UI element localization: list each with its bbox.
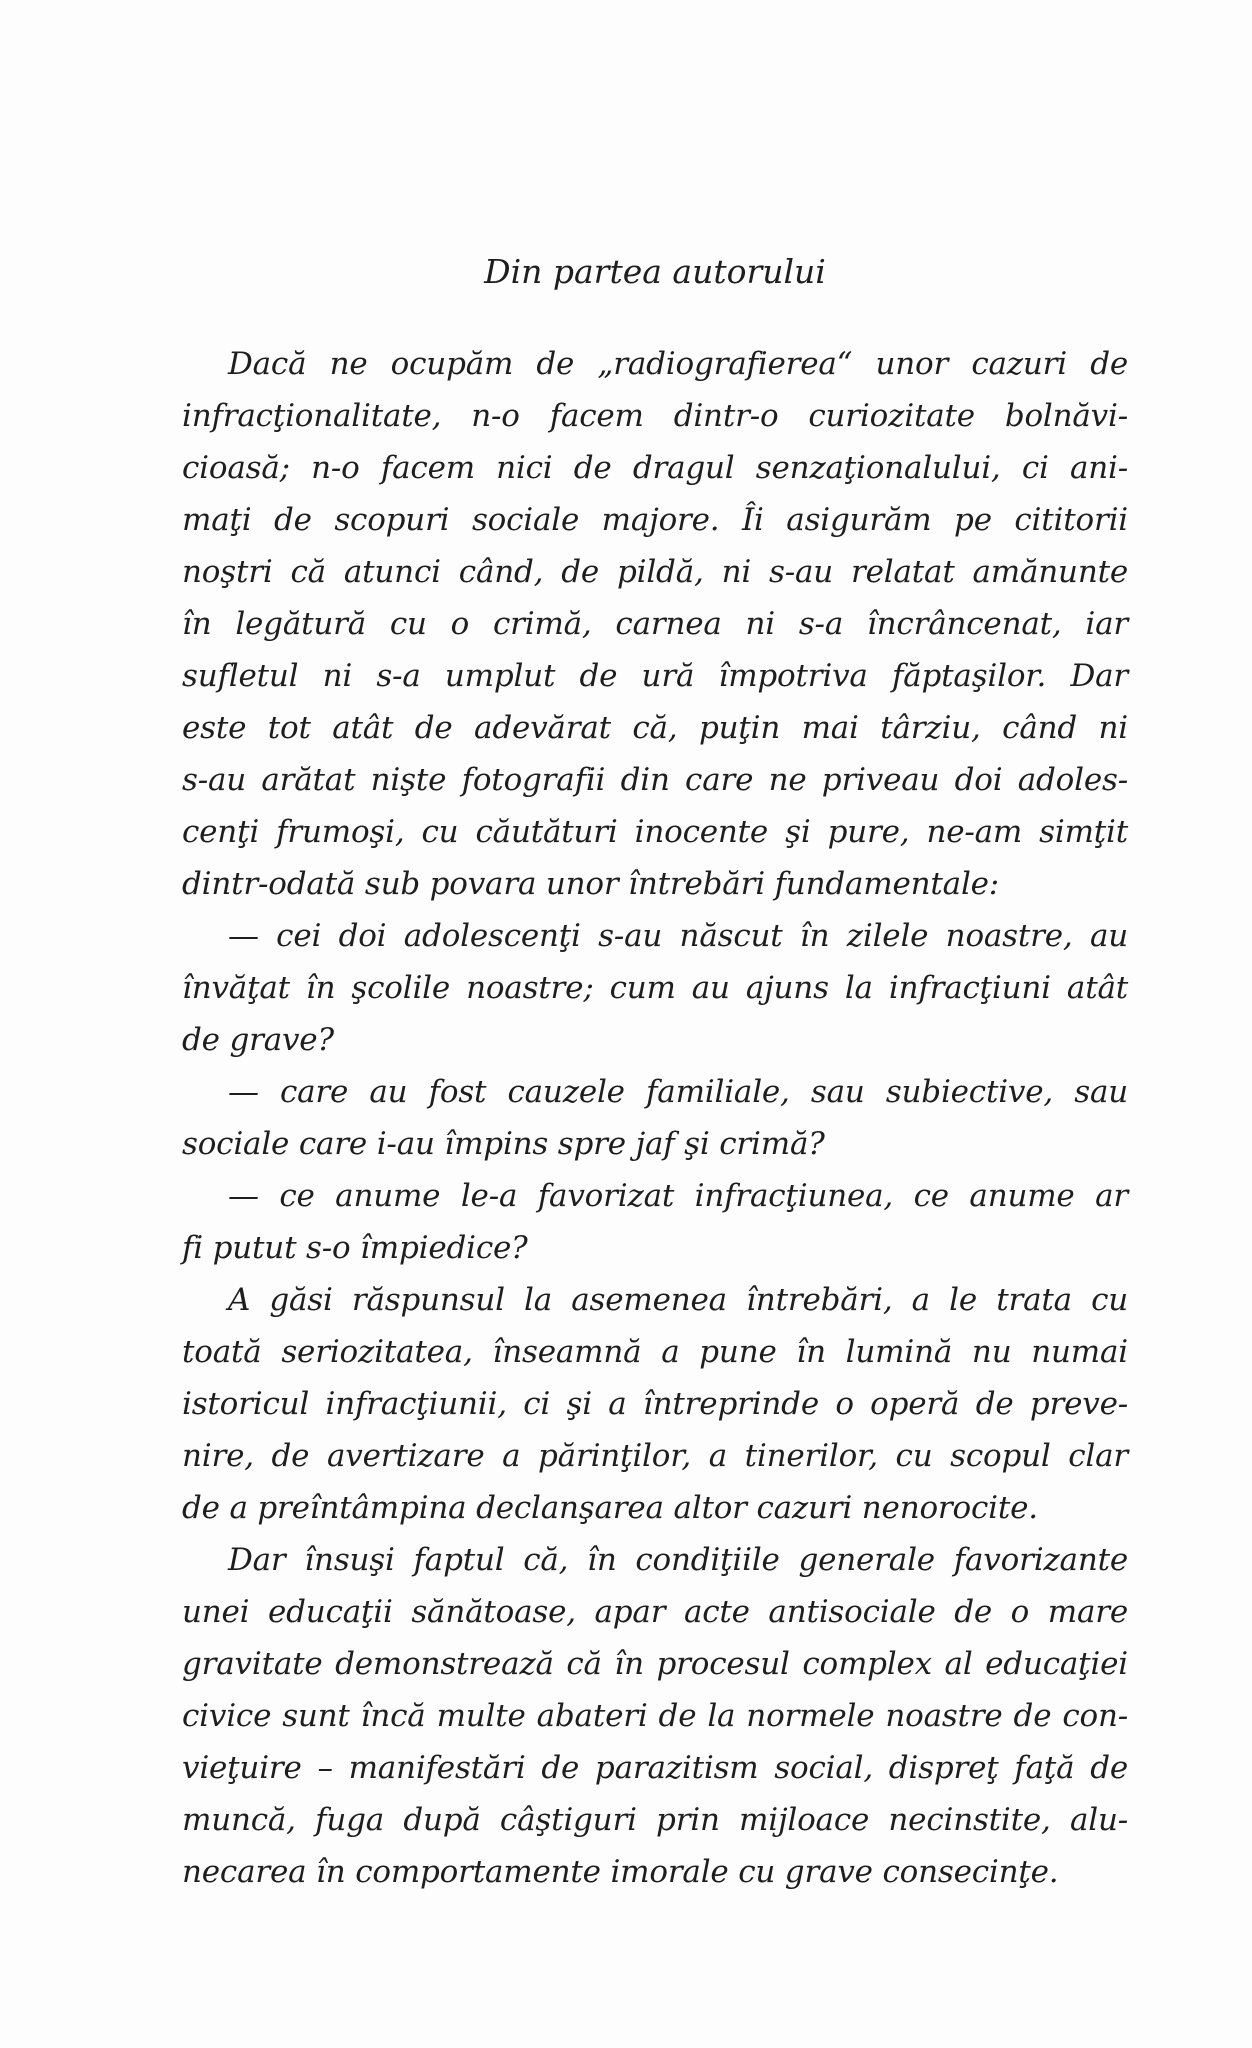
paragraph bbox=[182, 1534, 1128, 1898]
text-line: cioasă; n-o facem nici de dragul senzaţionalului, ci ani- bbox=[182, 450, 1128, 486]
paragraph bbox=[182, 1066, 1128, 1170]
text-line: de a preîntâmpina declanşarea altor cazuri nenorocite. bbox=[182, 1490, 1038, 1526]
text-line: în legătură cu o crimă, carnea ni s-a încrâncenat, iar bbox=[182, 606, 1128, 642]
text-line: Dar însuşi faptul că, în condiţiile generale favorizante bbox=[228, 1542, 1128, 1578]
text-line: cenţi frumoşi, cu căutături inocente şi pure, ne-am simţit bbox=[182, 814, 1128, 850]
text-line: muncă, fuga după câştiguri prin mijloace necinstite, alu- bbox=[182, 1802, 1128, 1838]
text-line: fi putut s-o împiedice? bbox=[182, 1230, 528, 1266]
text-line: istoricul infracţiunii, ci şi a întreprinde o operă de preve- bbox=[182, 1386, 1128, 1422]
text-line: Dacă ne ocupăm de „radiografierea“ unor cazuri de bbox=[228, 346, 1128, 382]
text-line: civice sunt încă multe abateri de la normele noastre de con- bbox=[182, 1698, 1128, 1734]
text-line: sufletul ni s-a umplut de ură împotriva făptaşilor. Dar bbox=[182, 658, 1128, 694]
paragraph bbox=[182, 910, 1128, 1066]
text-line: maţi de scopuri sociale majore. Îi asigurăm pe cititorii bbox=[182, 502, 1128, 538]
text-line: — cei doi adolescenţi s-au născut în zilele noastre, au bbox=[228, 918, 1128, 954]
text-line: s-au arătat nişte fotografii din care ne priveau doi adoles- bbox=[182, 762, 1128, 798]
text-line: — ce anume le-a favorizat infracţiunea, ce anume ar bbox=[228, 1178, 1128, 1214]
text-line: nire, de avertizare a părinţilor, a tinerilor, cu scopul clar bbox=[182, 1438, 1128, 1474]
text-line: vieţuire – manifestări de parazitism social, dispreţ faţă de bbox=[182, 1750, 1128, 1786]
text-line: A găsi răspunsul la asemenea întrebări, a le trata cu bbox=[228, 1282, 1128, 1318]
text-line: dintr-odată sub povara unor întrebări fundamentale: bbox=[182, 866, 1000, 902]
text-line: sociale care i-au împins spre jaf şi crimă? bbox=[182, 1126, 825, 1162]
page-body bbox=[182, 338, 1128, 1898]
text-line: noştri că atunci când, de pildă, ni s-au relatat amănunte bbox=[182, 554, 1128, 590]
text-line: infracţionalitate, n-o facem dintr-o curiozitate bolnăvi- bbox=[182, 398, 1128, 434]
text-line: de grave? bbox=[182, 1022, 334, 1058]
text-line: — care au fost cauzele familiale, sau subiective, sau bbox=[228, 1074, 1128, 1110]
text-line: necarea în comportamente imorale cu grave consecinţe. bbox=[182, 1854, 1059, 1890]
text-line: este tot atât de adevărat că, puţin mai târziu, când ni bbox=[182, 710, 1128, 746]
page-title: Din partea autorului bbox=[484, 252, 826, 291]
text-line: gravitate demonstrează că în procesul complex al educaţiei bbox=[182, 1646, 1128, 1682]
text-line: unei educaţii sănătoase, apar acte antisociale de o mare bbox=[182, 1594, 1128, 1630]
paragraph bbox=[182, 1274, 1128, 1534]
text-line: învăţat în şcolile noastre; cum au ajuns la infracţiuni atât bbox=[182, 970, 1128, 1006]
paragraph bbox=[182, 1170, 1128, 1274]
paragraph bbox=[182, 338, 1128, 910]
text-line: toată seriozitatea, înseamnă a pune în lumină nu numai bbox=[182, 1334, 1128, 1370]
